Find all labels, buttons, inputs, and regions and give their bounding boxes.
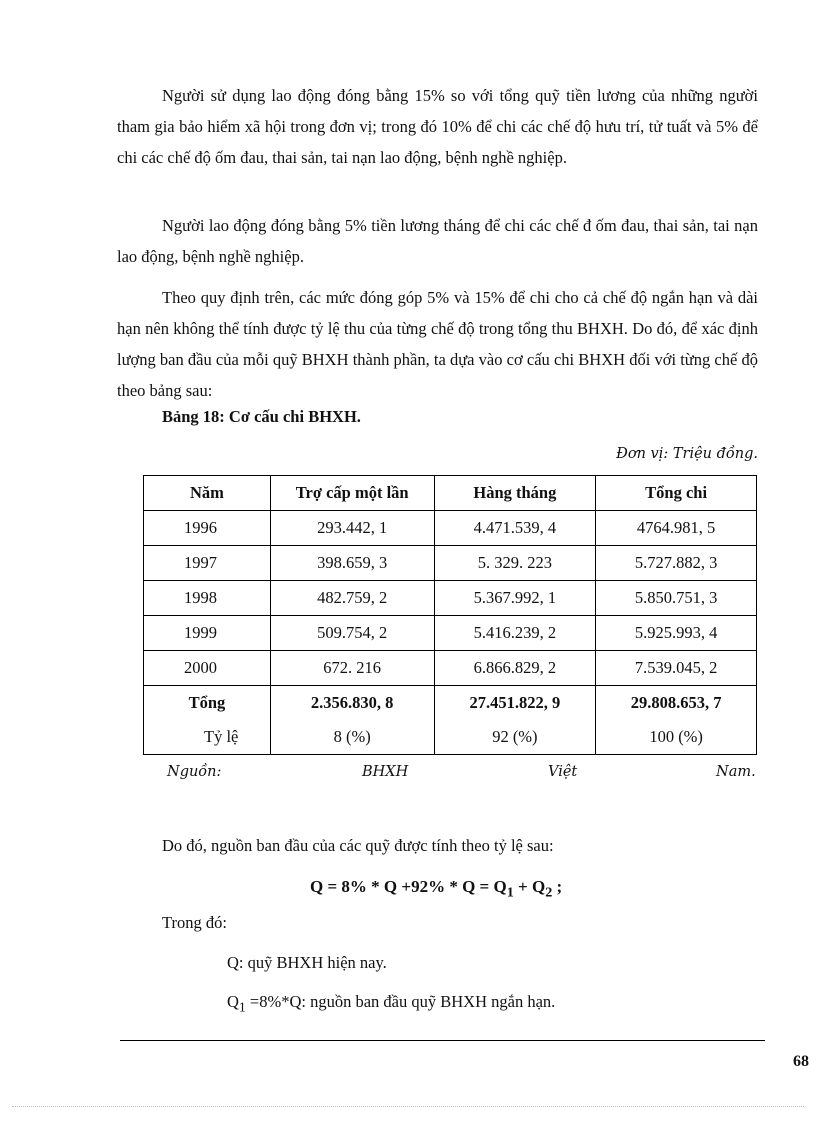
total-total: 29.808.653, 7 (596, 686, 757, 721)
source-country-1: Việt (548, 764, 578, 780)
formula-intro: Do đó, nguồn ban đầu của các quỹ được tính theo tỷ lệ sau: (162, 836, 554, 855)
where-label: Trong đó: (162, 913, 227, 932)
definition-q: Q: quỹ BHXH hiện nay. (227, 953, 387, 972)
footer-rule (120, 1040, 765, 1041)
source-label: Nguồn: (167, 764, 222, 780)
total-lump-sum: 2.356.830, 8 (270, 686, 434, 721)
cell-year: 1998 (144, 581, 271, 616)
paragraph-employer-contribution: Người sử dụng lao động đóng bằng 15% so với tổng quỹ tiền lương của những người tham gia bảo hiểm xã hội trong đơn vị; trong đó 10% để chi các chế độ hưu trí, tử tuất và 5% để chi các chế độ ốm đau, thai sản, tai nạn lao động, bệnh nghề nghiệp. (117, 86, 758, 167)
page-bottom-dotted-line (12, 1106, 804, 1107)
cell-total: 5.850.751, 3 (596, 581, 757, 616)
source-org: BHXH (362, 764, 409, 780)
formula-end: ; (552, 877, 563, 896)
formula-main: Q = 8% * Q +92% * Q = Q (310, 877, 507, 896)
paragraph-employee-contribution: Người lao động đóng bằng 5% tiền lương tháng để chi các chế đ ốm đau, thai sản, tai nạn lao động, bệnh nghề nghiệp. (117, 216, 758, 266)
formula-sub-1: 1 (506, 884, 514, 901)
header-lump-sum: Trợ cấp một lần (270, 476, 434, 511)
table-header-row (144, 476, 757, 511)
definition-q1 (227, 992, 555, 1015)
def2-text: =8%*Q: nguồn ban đầu quỹ BHXH ngắn hạn. (245, 992, 556, 1011)
table-row (144, 511, 757, 546)
table-ratio-row (144, 720, 757, 755)
header-total: Tổng chi (596, 476, 757, 511)
cell-year: 2000 (144, 651, 271, 686)
formula-plus: + Q (513, 877, 546, 896)
cell-monthly: 5.416.239, 2 (434, 616, 596, 651)
source-country-2: Nam. (716, 764, 756, 780)
table-row (144, 651, 757, 686)
header-monthly: Hàng tháng (434, 476, 596, 511)
header-year: Năm (144, 476, 271, 511)
cell-total: 5.727.882, 3 (596, 546, 757, 581)
cell-total: 5.925.993, 4 (596, 616, 757, 651)
cell-monthly: 6.866.829, 2 (434, 651, 596, 686)
total-monthly: 27.451.822, 9 (434, 686, 596, 721)
expenditure-table (143, 475, 757, 755)
cell-total: 4764.981, 5 (596, 511, 757, 546)
table-row (144, 546, 757, 581)
total-label: Tổng (144, 686, 271, 721)
page-number: 68 (793, 1053, 809, 1070)
table-row (144, 581, 757, 616)
table-row (144, 616, 757, 651)
cell-lump-sum: 398.659, 3 (270, 546, 434, 581)
ratio-monthly: 92 (%) (434, 720, 596, 755)
ratio-total: 100 (%) (596, 720, 757, 755)
table-total-row (144, 686, 757, 721)
paragraph-regulation: Theo quy định trên, các mức đóng góp 5% và 15% để chi cho cả chế độ ngắn hạn và dài hạn nên không thể tính được tỷ lệ thu của từng chế độ trong tổng thu BHXH. Do đó, để xác định lượng ban đầu của mỗi quỹ BHXH thành phần, ta dựa vào cơ cấu chi BHXH đối với từng chế độ theo bảng sau: (117, 288, 758, 400)
cell-lump-sum: 509.754, 2 (270, 616, 434, 651)
cell-lump-sum: 482.759, 2 (270, 581, 434, 616)
ratio-label: Tỷ lệ (144, 720, 271, 755)
cell-monthly: 4.471.539, 4 (434, 511, 596, 546)
cell-lump-sum: 672. 216 (270, 651, 434, 686)
cell-year: 1999 (144, 616, 271, 651)
cell-lump-sum: 293.442, 1 (270, 511, 434, 546)
cell-total: 7.539.045, 2 (596, 651, 757, 686)
table-caption: Bảng 18: Cơ cấu chi BHXH. (162, 407, 361, 426)
formula-sub-2: 2 (545, 884, 553, 901)
cell-year: 1997 (144, 546, 271, 581)
formula (310, 877, 562, 901)
ratio-lump-sum: 8 (%) (270, 720, 434, 755)
cell-monthly: 5. 329. 223 (434, 546, 596, 581)
cell-monthly: 5.367.992, 1 (434, 581, 596, 616)
def2-subscript: 1 (238, 999, 246, 1015)
def2-symbol: Q (227, 992, 239, 1011)
cell-year: 1996 (144, 511, 271, 546)
table-unit: Đơn vị: Triệu đồng. (616, 446, 758, 462)
